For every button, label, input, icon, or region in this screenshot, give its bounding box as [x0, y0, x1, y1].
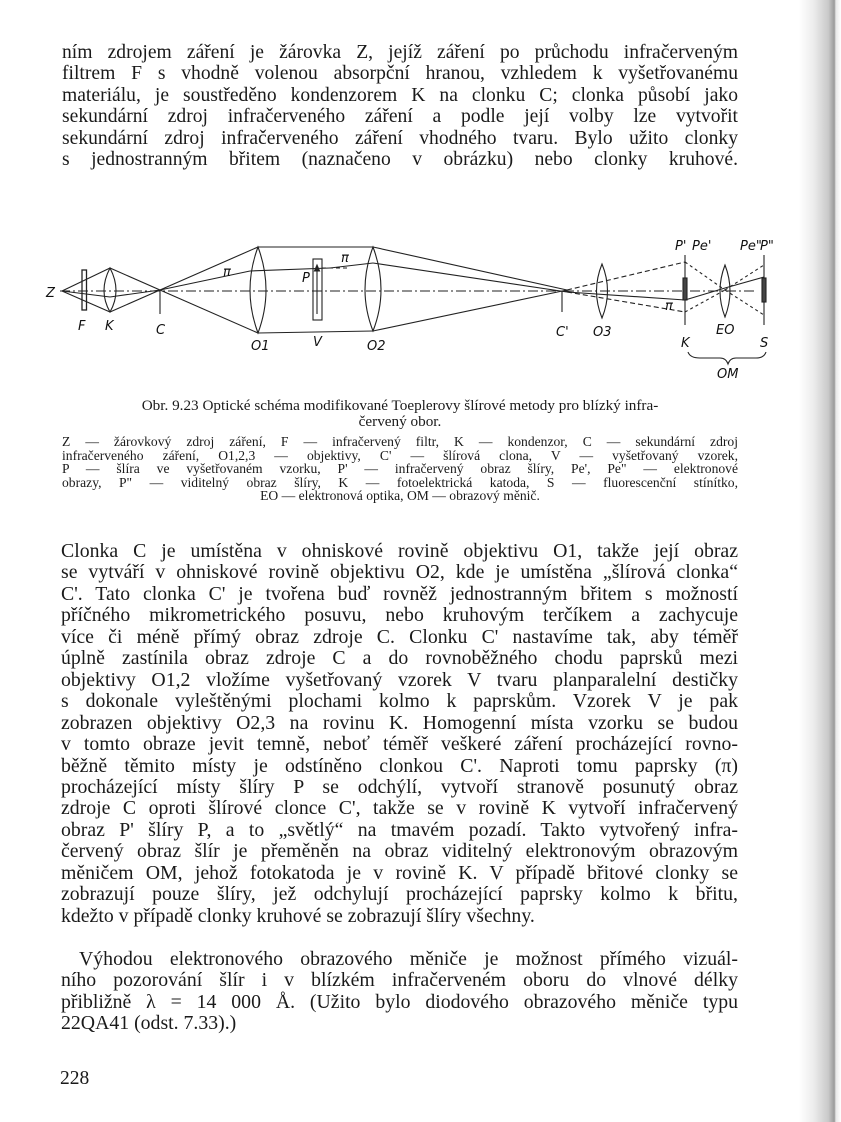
legend-line: infračerveného záření, O1,2,3 — objektivy, C' — šlírová clona, V — vyšetřovaný vzorek, [62, 447, 738, 463]
caption-title-continued: červený obor. [358, 413, 442, 430]
legend-line: EO — elektronová optika, OM — obrazový měnič. [260, 488, 540, 503]
label-EO: EO [716, 323, 735, 338]
text-line: C'. Tato clonka C' je tvořena buď rovněž jednostranným břitem s možností [61, 582, 738, 605]
text-line: Výhodou elektronového obrazového měniče je možnost přímého vizuál- [79, 948, 738, 970]
text-line: přibližně λ = 14 000 Å. (Užito bylo diodového obrazového měniče typu [61, 990, 738, 1013]
text-line: sekundární zdroj infračerveného záření a podle její volby lze vytvořit [62, 106, 738, 128]
text-line: příčného mikrometrického posuvu, nebo kruhovým terčíkem a zachycuje [61, 604, 738, 627]
legend-line: obrazy, P" — viditelný obraz šlíry, K — fotoelektrická katoda, S — fluorescenční stínítko, [62, 474, 738, 490]
text-line: zdroje C oproti šlírové clonce C', takže se v rovině K vytvoří infračervený [61, 797, 738, 820]
text-line: zobrazují pouze šlíry, jež odchylují procházející paprsky kolmo k břitu, [61, 883, 738, 906]
text-line: filtrem F s vhodně volenou absorpční hranou, vzhledem k vyšetřovanému [62, 63, 738, 85]
label-OM: OM [717, 367, 739, 382]
label-Pe-double-prime: Pe" [740, 239, 762, 254]
label-Z: Z [46, 286, 55, 301]
text-line: s dokonale vyleštěnými plochami kolmo k paprskům. Vzorek V je pak [61, 690, 738, 713]
label-O3: O3 [593, 325, 612, 340]
label-pi-3: π [665, 299, 673, 314]
figure-legend [62, 435, 738, 503]
text-line: zobrazen objektivy O2,3 na rovinu K. Homogenní místa vzorku se budou [61, 711, 738, 734]
text-line: materiálu, je soustředěno kondenzorem K na clonku C; clonka působí jako [62, 84, 738, 106]
label-P-prime: P' [675, 239, 687, 254]
label-C-prime: C' [556, 325, 569, 340]
text-line: Clonka C je umístěna v ohniskové rovině objektivu O1, takže její obraz [61, 540, 738, 562]
text-line: v tomto obraze jevit temně, neboť téměř veškeré záření procházející rovno- [61, 733, 738, 756]
text-line: více či méně přímý obraz zdroje C. Clonku C' nastavíme tak, aby téměř [61, 625, 738, 648]
optical-diagram-svg [40, 230, 774, 390]
label-K-cathode: K [681, 336, 690, 351]
label-C: C [156, 323, 166, 338]
page-binding-edge [799, 0, 841, 1122]
text-line: sekundární zdroj infračerveného záření vhodného tvaru. Bylo užito clonky [62, 127, 738, 149]
text-line: s jednostranným břitem (naznačeno v obrázku) nebo clonky kruhové. [62, 149, 738, 171]
label-S: S [760, 336, 769, 351]
text-line: procházející místy šlíry P se odchýlí, vytvoří stranově posunutý obraz [61, 775, 738, 798]
legend-line: P — šlíra ve vyšetřovaném vzorku, P' — infračervený obraz šlíry, Pe', Pe" — elektronové [62, 461, 738, 476]
legend-line: Z — žárovkový zdroj záření, F — infračervený filtr, K — kondenzor, C — sekundární zdroj [62, 434, 738, 449]
label-Pe-prime: Pe' [692, 239, 712, 254]
text-line: objektivy O1,2 vložíme vyšetřovaný vzorek V tvaru planparalelní destičky [61, 668, 738, 691]
text-line: běžně těmito místy je odstíněno clonkou C'. Naproti tomu paprsky (π) [61, 754, 738, 777]
text-line: obraz P' šlíry P, a to „světlý“ na tmavém pozadí. Takto vytvořený infra- [61, 818, 738, 841]
label-V: V [313, 335, 322, 350]
text-line: červený obraz šlír je přeměněn na obraz viditelný elektronovým obrazovým [61, 840, 738, 863]
text-line: ního pozorování šlír i v blízkém infračerveném oboru do vlnové délky [61, 969, 738, 992]
text-line: měničem OM, jehož fotokatoda je v rovině K. V případě břitové clonky se [61, 861, 738, 884]
label-O1: O1 [251, 339, 270, 354]
caption-title: Obr. 9.23 Optické schéma modifikované Toeplerovy šlírové metody pro blízký infra- [141, 397, 659, 414]
body-paragraph-1 [61, 541, 738, 927]
text-line: 22QA41 (odst. 7.33).) [61, 1012, 237, 1035]
optical-schematic-figure [40, 230, 774, 390]
figure-caption [62, 398, 738, 430]
text-line: se vytváří v ohniskové rovině objektivu O2, kde je umístěna „šlírová clonka“ [61, 561, 738, 584]
text-line: kdežto v případě clonky kruhové se zobrazují šlíry všechny. [61, 904, 535, 927]
label-pi-2: π [341, 251, 349, 266]
label-F: F [78, 319, 86, 334]
label-O2: O2 [367, 339, 386, 354]
intro-paragraph [62, 42, 738, 170]
label-K: K [105, 319, 114, 334]
text-line: úplně zastínila obraz zdroje C a do rovnoběžného chodu paprsků mezi [61, 647, 738, 670]
body-paragraph-2 [61, 949, 738, 1035]
label-P: P [302, 271, 310, 286]
label-pi-1: π [223, 265, 231, 280]
label-P-double-prime: P" [760, 239, 774, 254]
page-number: 228 [60, 1068, 90, 1089]
text-line: ním zdrojem záření je žárovka Z, jejíž záření po průchodu infračerveným [62, 42, 738, 63]
